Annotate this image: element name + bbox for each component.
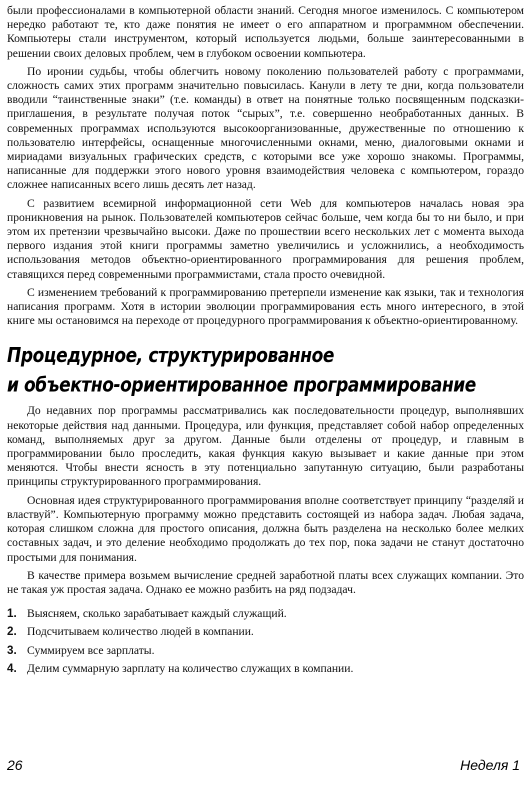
section-heading <box>7 342 524 401</box>
list-item-number: 1. <box>7 607 17 621</box>
body-paragraph: были профессионалами в компьютерной области знаний. Сегодня многое изменилось. С компьютером нередко работают те, кто даже понятия не имеет о его аппаратном и программном обеспечении. Компьютеры стали инструментом, который используется людьми, больше заинтересованными в решении своих деловых проблем, чем в глубоком освоении компьютера. <box>7 4 524 60</box>
section-label: Неделя 1 <box>460 757 520 773</box>
body-paragraph: Основная идея структурированного программирования вполне соответствует принципу “разделяй и властвуй”. Компьютерную программу можно представить состоящей из набора задач. Любая задача, которая слишком сложна для простого описания, должна быть разделена на несколько более мелких составных задач, и это деление необходимо продолжать до тех пор, пока задачи не станут достаточно простыми для понимания. <box>7 493 524 564</box>
list-item <box>7 644 524 658</box>
list-item-text: Суммируем все зарплаты. <box>27 643 155 657</box>
list-item-text: Подсчитываем количество людей в компании. <box>27 625 254 639</box>
list-item-number: 4. <box>7 661 17 675</box>
body-paragraph: С изменением требований к программированию претерпели изменение как языки, так и технология написания программ. Хотя в истории эволюции программирования есть много интересного, в этой книге мы остановимся на переходе от процедурного программирования к объектно-ориентированному. <box>7 285 524 328</box>
list-item-text: Делим суммарную зарплату на количество служащих в компании. <box>27 661 354 675</box>
section-heading-line: Процедурное, структурированное <box>7 344 335 369</box>
body-paragraph: До недавних пор программы рассматривались как последовательности процедур, выполнявших некоторые действия над данными. Процедура, или функция, представляет собой набор определенных команд, выполняемых друг за другом. Данные были отделены от процедур, и главным в программировании было проследить, какая функция какую вызывает и какие данные при этом меняются. Чтобы внести ясность в эту потенциально запутанную ситуацию, были разработаны принципы структурированного программирования. <box>7 404 524 489</box>
page-number: 26 <box>7 757 23 773</box>
body-paragraph: По иронии судьбы, чтобы облегчить новому поколению пользователей работу с программами, сложность самих этих программ значительно повысилась. Канули в лету те дни, когда пользователи вводили “таинственные знаки” (т.е. команды) в ответ на понятные только посвященным подсказки-приглашения, в результате получая поток “сырых”, т.е. совершенно необработанных данных. В современных программах используются высокоорганизованные, дружественные по отношению к пользователю интерфейсы, оснащенные многочисленными окнами, меню, диалоговыми окнами и мириадами визуальных графических средств, с которыми все уже хорошо знакомы. Программы, написанные для поддержки этого нового уровня взаимодействия человека с компьютером, гораздо сложнее написанных всего лишь десять лет назад. <box>7 64 524 192</box>
body-paragraph: В качестве примера возьмем вычисление средней заработной платы всех служащих компании. Это не такая уж простая задача. Однако ее можно разбить на ряд подзадач. <box>7 568 524 596</box>
list-item-text: Выясняем, сколько зарабатывает каждый служащий. <box>27 607 287 621</box>
list-item-number: 2. <box>7 625 17 639</box>
section-heading-line: и объектно-ориентированное программирование <box>7 374 476 398</box>
list-item <box>7 607 524 621</box>
steps-list <box>7 607 524 676</box>
list-item-number: 3. <box>7 643 17 657</box>
list-item <box>7 625 524 639</box>
body-paragraph: С развитием всемирной информационной сети Web для компьютеров началась новая эра проникновения на рынок. Пользователей компьютеров сейчас больше, чем когда бы то ни было, и при этом их претензии чрезвычайно высоки. Даже по прошествии всего нескольких лет с момента выхода первого издания этой книги программы заметно увеличились и усложнились, а необходимость использования методов объектно-ориентированного программирования для решения проблем, ставящихся перед современными программистами, стала просто очевидной. <box>7 196 524 281</box>
page-footer <box>7 758 520 772</box>
list-item <box>7 662 524 676</box>
